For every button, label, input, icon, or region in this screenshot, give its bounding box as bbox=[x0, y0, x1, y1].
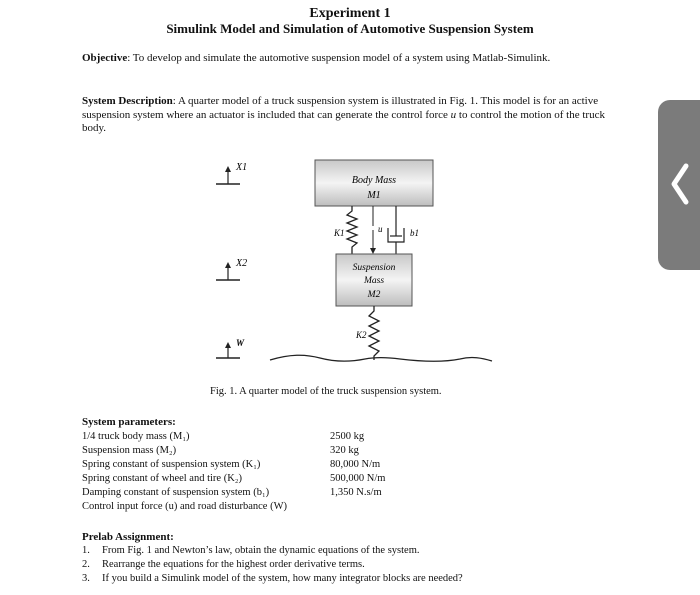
param-name: Damping constant of suspension system (b₁) bbox=[82, 487, 270, 498]
suspension-mass-line1: Suspension bbox=[352, 263, 396, 273]
prelab-item bbox=[82, 573, 463, 584]
objective-text: : To develop and simulate the automotive suspension model of a system using Matlab-Simulink. bbox=[127, 52, 551, 64]
param-value: 80,000 N/m bbox=[330, 459, 381, 470]
b1-damper bbox=[388, 206, 404, 254]
road-surface bbox=[270, 355, 492, 361]
prelab-item-text: Rearrange the equations for the highest order derivative terms. bbox=[102, 559, 365, 570]
prelab-item-number: 3. bbox=[82, 573, 90, 584]
b1-label: b1 bbox=[410, 228, 419, 238]
param-value: 500,000 N/m bbox=[330, 473, 386, 484]
actuator-u bbox=[370, 206, 376, 254]
x1-label: X1 bbox=[236, 162, 248, 173]
param-value: 2500 kg bbox=[330, 431, 365, 442]
prelab-item bbox=[82, 559, 365, 570]
system-description-text-end: to control the motion of the truck body. bbox=[82, 108, 605, 134]
x2-label: X2 bbox=[236, 258, 248, 269]
param-value: 320 kg bbox=[330, 445, 359, 456]
prelab-item-number: 1. bbox=[82, 545, 90, 556]
objective-paragraph bbox=[82, 52, 617, 66]
k2-spring bbox=[369, 306, 379, 360]
k2-label: K2 bbox=[356, 330, 367, 340]
suspension-mass-line2: Mass bbox=[363, 276, 385, 286]
parameters-title: System parameters: bbox=[82, 416, 176, 428]
param-name: Control input force (u) and road disturbance (W) bbox=[82, 501, 287, 512]
system-description-label: System Description bbox=[82, 95, 173, 107]
side-panel-tab[interactable] bbox=[658, 100, 700, 270]
param-name: 1/4 truck body mass (M₁) bbox=[82, 431, 190, 442]
system-description-text: : A quarter model of a truck suspension system is illustrated in Fig. 1. This model is for an active suspension system where an actuator is included that can generate the control force bbox=[82, 95, 599, 121]
k1-label: K1 bbox=[334, 228, 345, 238]
param-name: Spring constant of wheel and tire (K₂) bbox=[82, 473, 242, 484]
param-name: Spring constant of suspension system (K₁) bbox=[82, 459, 261, 470]
prelab-item-text: From Fig. 1 and Newton’s law, obtain the dynamic equations of the system. bbox=[102, 545, 420, 556]
objective-label: Objective bbox=[82, 52, 128, 64]
experiment-subtitle: Simulink Model and Simulation of Automotive Suspension System bbox=[166, 21, 534, 36]
k1-spring bbox=[347, 206, 357, 254]
w-label: W bbox=[236, 338, 245, 348]
body-mass-label: Body Mass bbox=[351, 175, 397, 186]
param-name: Suspension mass (M₂) bbox=[82, 445, 177, 456]
prelab-item-text: If you build a Simulink model of the system, how many integrator blocks are needed? bbox=[102, 573, 463, 584]
control-force-symbol: u bbox=[450, 108, 457, 121]
quarter-model-figure bbox=[210, 156, 500, 386]
chevron-left-icon bbox=[666, 160, 696, 208]
suspension-mass-symbol: M2 bbox=[367, 290, 381, 300]
experiment-title: Experiment 1 bbox=[309, 6, 391, 21]
u-label: u bbox=[378, 224, 383, 234]
param-value: 1,350 N.s/m bbox=[330, 487, 382, 498]
system-description-paragraph bbox=[82, 95, 617, 136]
body-mass-symbol: M1 bbox=[367, 190, 381, 201]
figure-caption: Fig. 1. A quarter model of the truck suspension system. bbox=[210, 386, 442, 397]
prelab-item bbox=[82, 545, 419, 556]
prelab-item-number: 2. bbox=[82, 559, 90, 570]
prelab-title: Prelab Assignment: bbox=[82, 531, 174, 543]
